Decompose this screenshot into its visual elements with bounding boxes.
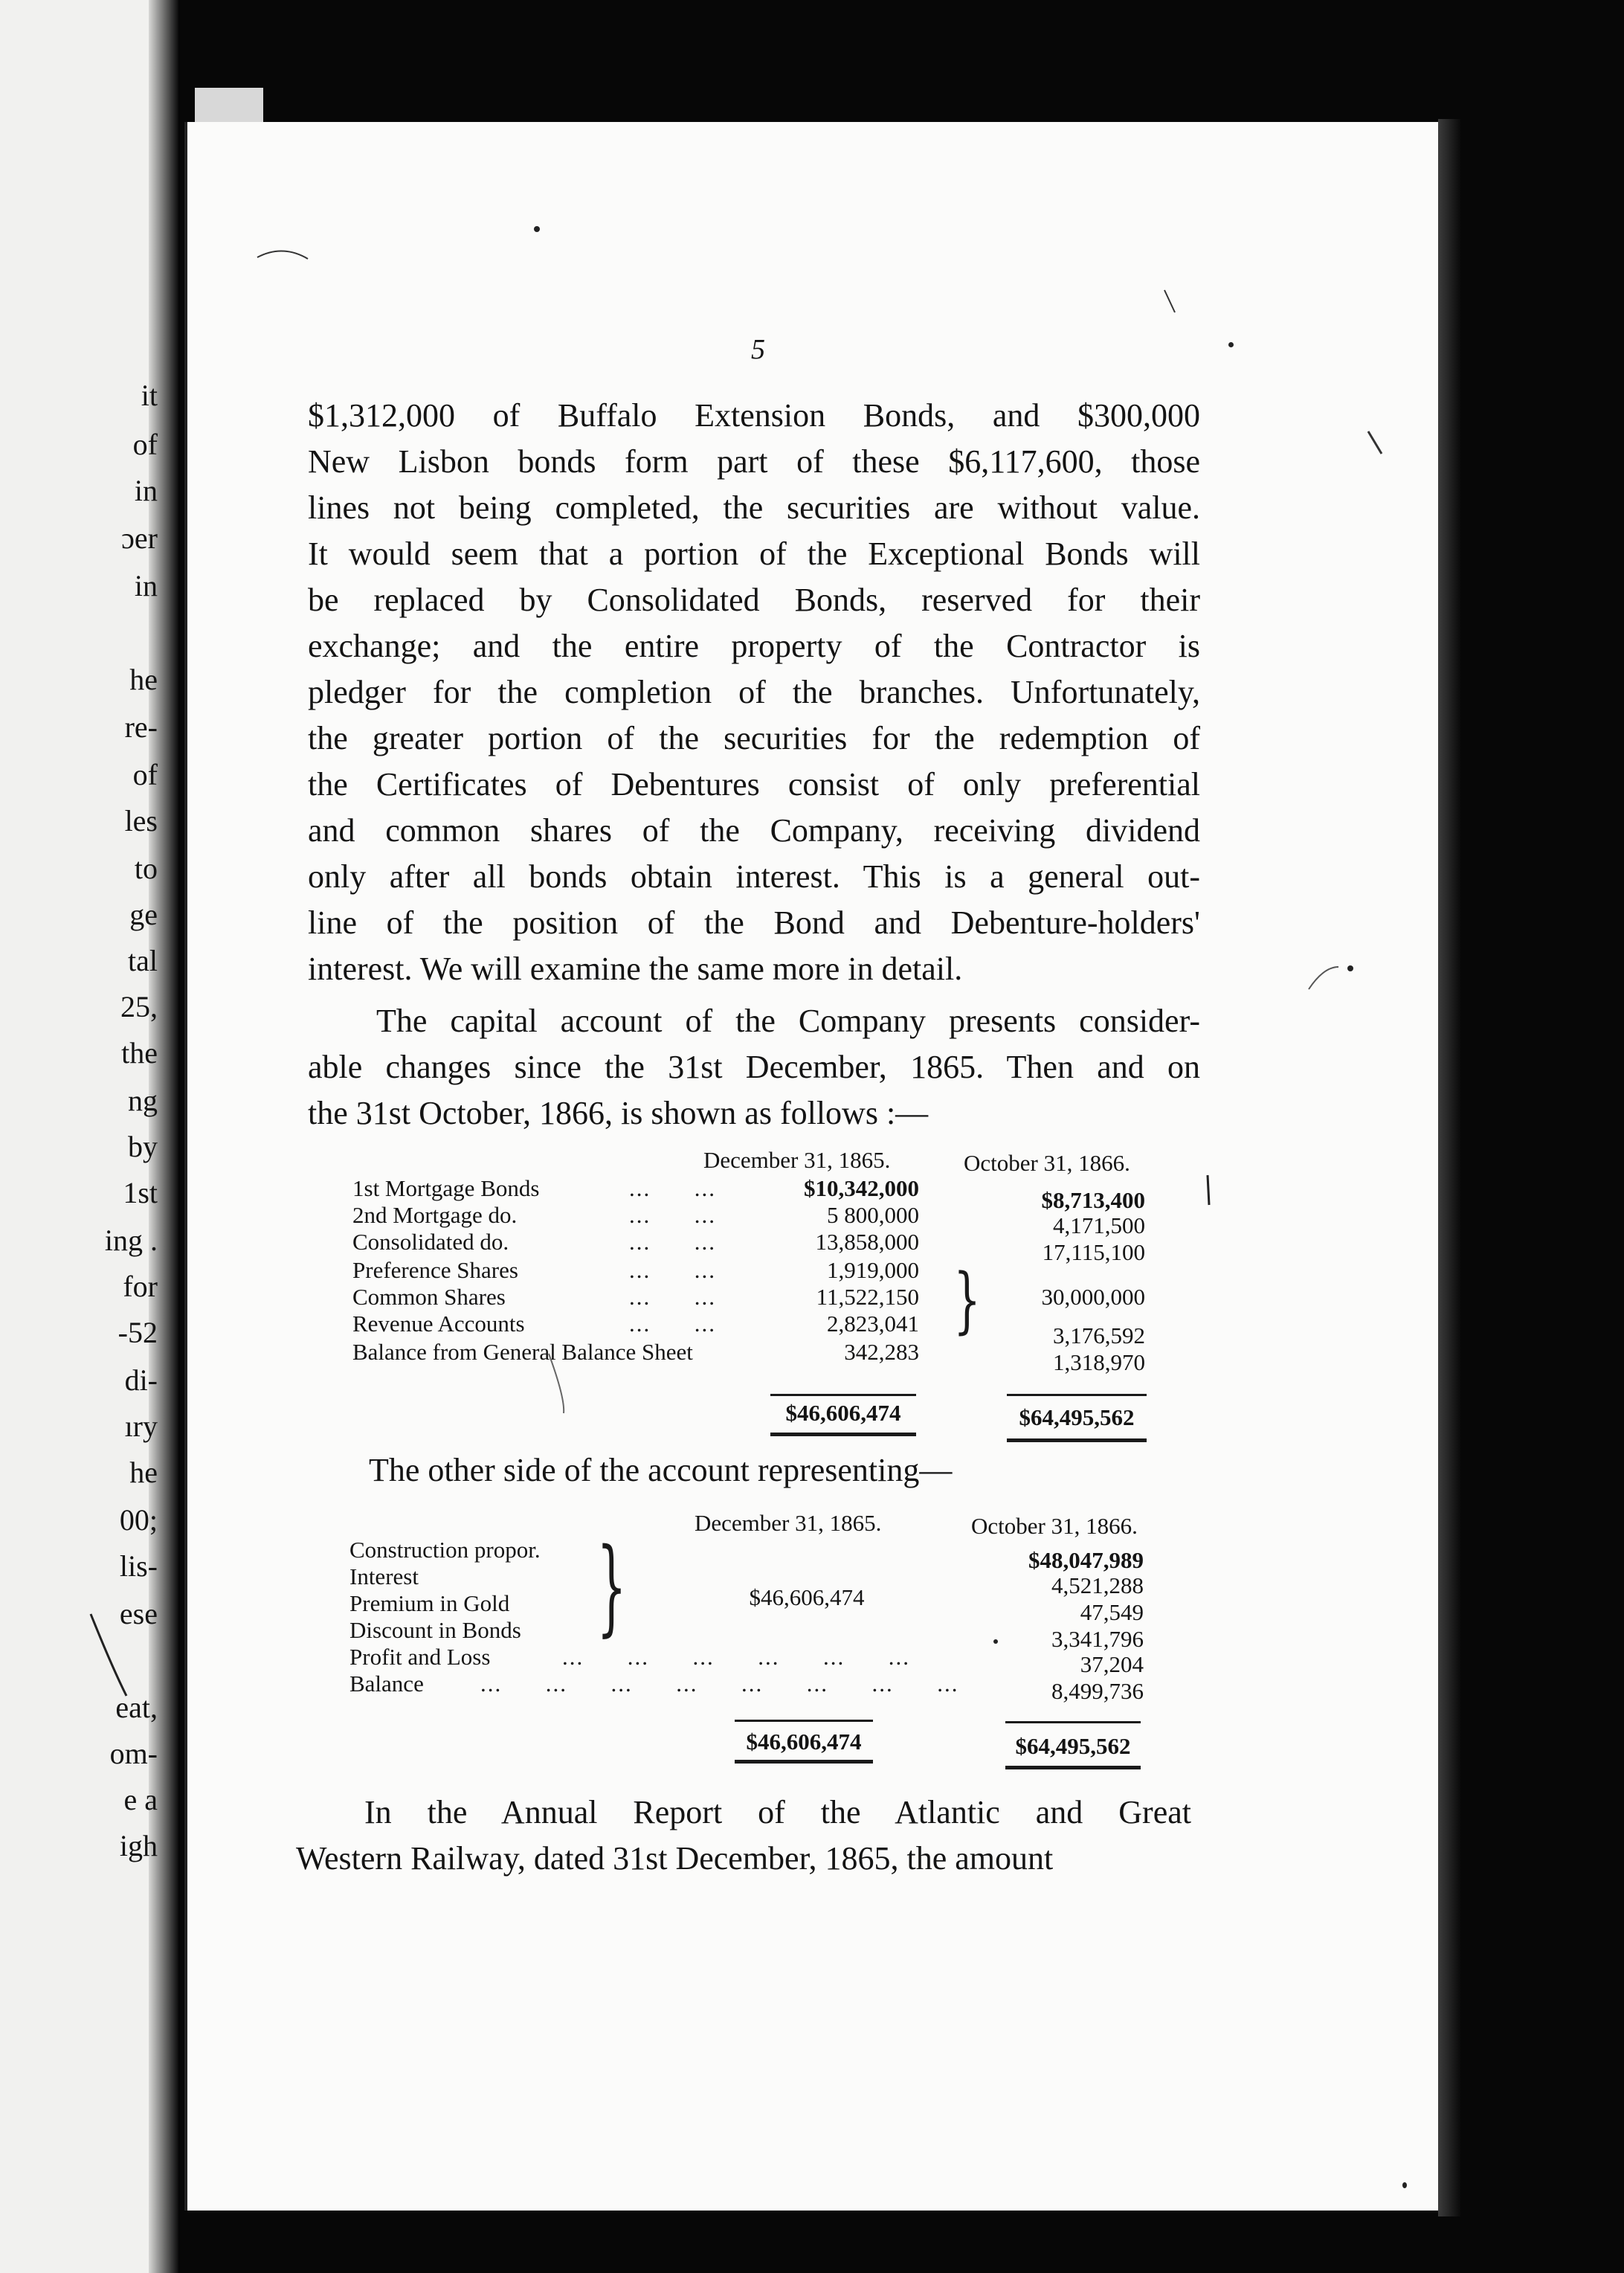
left-page-fragment-line: of (132, 428, 158, 461)
table1-value-1865: 13,858,000 (815, 1229, 919, 1255)
table2-value-1866: 3,341,796 (1051, 1626, 1144, 1652)
left-page-fragment-line: in (134, 569, 158, 602)
left-page-fragment-line: 00; (119, 1503, 158, 1537)
table2-header-1865: December 31, 1865. (695, 1510, 882, 1536)
table2-row-label: Balance (349, 1671, 424, 1697)
text-line: pledger for the completion of the branches. Unfortunately, (308, 674, 1200, 710)
table1-row-label: Preference Shares (352, 1257, 518, 1283)
table2-value-1866: 37,204 (1080, 1651, 1144, 1677)
table2-value-1866: $48,047,989 (1028, 1547, 1144, 1573)
text-line: able changes since the 31st December, 1865. Then and on (308, 1049, 1200, 1085)
leader-dots: ... ... (629, 1311, 716, 1337)
leader-dots: ... ... (629, 1229, 716, 1255)
table2-total-1866: $64,495,562 (1015, 1733, 1131, 1759)
leader-dots: ... ... (629, 1202, 716, 1228)
table1-row-label: 2nd Mortgage do. (352, 1202, 518, 1228)
table2-value-1866: 47,549 (1080, 1599, 1144, 1625)
table2-row-label: Discount in Bonds (349, 1617, 521, 1643)
left-page-fragment-line: om- (109, 1737, 158, 1770)
table1-value-1865: 11,522,150 (816, 1284, 919, 1310)
table2-grouped-value: $46,606,474 (749, 1584, 865, 1610)
text-line: exchange; and the entire property of the Contractor is (308, 628, 1200, 664)
left-page-fragment-line: ıry (124, 1409, 158, 1443)
text-line: lines not being completed, the securities are without value. (308, 489, 1200, 526)
left-page-fragment-line: ing . (104, 1224, 158, 1257)
table1-total-1865: $46,606,474 (785, 1400, 901, 1426)
text-line: and common shares of the Company, receiving dividend (308, 812, 1200, 849)
text-line: New Lisbon bonds form part of these $6,117,600, those (308, 443, 1200, 480)
table1-value-1866: 17,115,100 (1042, 1239, 1145, 1265)
text-line: the Certificates of Debentures consist of only preferential (308, 766, 1200, 803)
table1-value-1866: 3,176,592 (1053, 1322, 1145, 1348)
table2-row-label: Construction propor. (349, 1537, 541, 1563)
left-page-fragment-line: by (128, 1130, 158, 1163)
table2-value-1866: 8,499,736 (1051, 1678, 1144, 1704)
leader-dots: ... ... ... ... ... ... (562, 1644, 910, 1670)
table1-header-1866: October 31, 1866. (964, 1150, 1130, 1176)
text-line: The capital account of the Company presents consider- (376, 1003, 1200, 1039)
text-line: the greater portion of the securities for the redemption of (308, 720, 1200, 756)
brace-shares: } (953, 1258, 981, 1342)
left-page-fragment-line: lis- (119, 1549, 158, 1583)
table1-value-1866: 1,318,970 (1053, 1349, 1145, 1375)
left-page-fragment-line: he (129, 1456, 158, 1489)
table1-row-label: Revenue Accounts (352, 1311, 525, 1337)
left-page-fragment-line: ge (129, 898, 158, 931)
left-page-fragment-line: igh (119, 1829, 158, 1862)
left-page-fragment-line: -52 (117, 1316, 158, 1349)
table1-value-1865: 1,919,000 (827, 1257, 919, 1283)
page-number: 5 (751, 334, 765, 365)
table1-row-label: Common Shares (352, 1284, 506, 1310)
left-page-fragment-line: ng (128, 1084, 158, 1117)
left-page-fragment-line: re- (124, 710, 158, 744)
left-page-fragment-line: ɔer (121, 521, 158, 555)
table1-value-1866: $8,713,400 (1041, 1187, 1145, 1213)
left-page-fragment-line: ese (119, 1597, 158, 1630)
left-page-fragment-line: in (134, 474, 158, 507)
leader-dots: ... ... (629, 1257, 716, 1283)
table1-value-1865: 342,283 (844, 1339, 919, 1365)
left-page-fragment-line: 1st (123, 1176, 158, 1209)
left-page-fragment-line: the (121, 1036, 158, 1070)
table2-value-1866: 4,521,288 (1051, 1572, 1144, 1598)
leader-dots: ... ... (629, 1175, 716, 1201)
table2-total-1865: $46,606,474 (746, 1729, 862, 1755)
table2-header-1866: October 31, 1866. (971, 1513, 1138, 1539)
table1-row-label: 1st Mortgage Bonds (352, 1175, 540, 1201)
text-line: line of the position of the Bond and Debenture-holders' (308, 904, 1200, 941)
left-page-fragment-line: di- (124, 1363, 158, 1397)
leader-dots: ... ... ... ... ... ... ... ... (480, 1671, 959, 1697)
left-page-fragment-line: 25, (120, 990, 158, 1023)
line: The other side of the account representing— (369, 1452, 953, 1488)
table1-value-1865: 2,823,041 (827, 1311, 919, 1337)
table2-row-label: Profit and Loss (349, 1644, 491, 1670)
left-page-fragment-line: to (134, 852, 158, 885)
text-line: be replaced by Consolidated Bonds, reserved for their (308, 582, 1200, 618)
left-page-fragment-line: tal (128, 944, 158, 977)
table1-value-1865: 5 800,000 (827, 1202, 919, 1228)
table1-value-1866: 4,171,500 (1053, 1212, 1145, 1238)
left-page-fragment-line: eat, (115, 1691, 158, 1724)
left-page-fragment-line: it (141, 379, 158, 412)
text-line: $1,312,000 of Buffalo Extension Bonds, and $300,000 (308, 397, 1200, 434)
left-page-fragment-line: e a (123, 1783, 158, 1816)
text-line: the 31st October, 1866, is shown as follows :— (308, 1095, 929, 1131)
left-page-fragment-line: he (129, 663, 158, 696)
table2-row-label: Interest (349, 1563, 419, 1589)
leader-dots: ... ... (629, 1284, 716, 1310)
brace-construction: } (596, 1526, 627, 1647)
table1-value-1865: $10,342,000 (804, 1175, 919, 1201)
table1-row-label: Balance from General Balance Sheet (352, 1339, 693, 1365)
table1-total-1866: $64,495,562 (1019, 1404, 1135, 1430)
left-page-fragment-line: les (124, 804, 158, 837)
text-line: In the Annual Report of the Atlantic and Great (364, 1794, 1191, 1830)
text-line: interest. We will examine the same more in detail. (308, 951, 963, 987)
text-line: Western Railway, dated 31st December, 1865, the amount (296, 1840, 1054, 1877)
table1-value-1866: 30,000,000 (1041, 1284, 1145, 1310)
text-line: It would seem that a portion of the Exceptional Bonds will (308, 536, 1200, 572)
text-line: only after all bonds obtain interest. This is a general out- (308, 858, 1200, 895)
table2-row-label: Premium in Gold (349, 1590, 510, 1616)
left-page-fragment-line: of (132, 758, 158, 791)
table1-row-label: Consolidated do. (352, 1229, 509, 1255)
left-page-fragment-line: for (123, 1270, 158, 1303)
table1-header-1865: December 31, 1865. (703, 1147, 891, 1173)
